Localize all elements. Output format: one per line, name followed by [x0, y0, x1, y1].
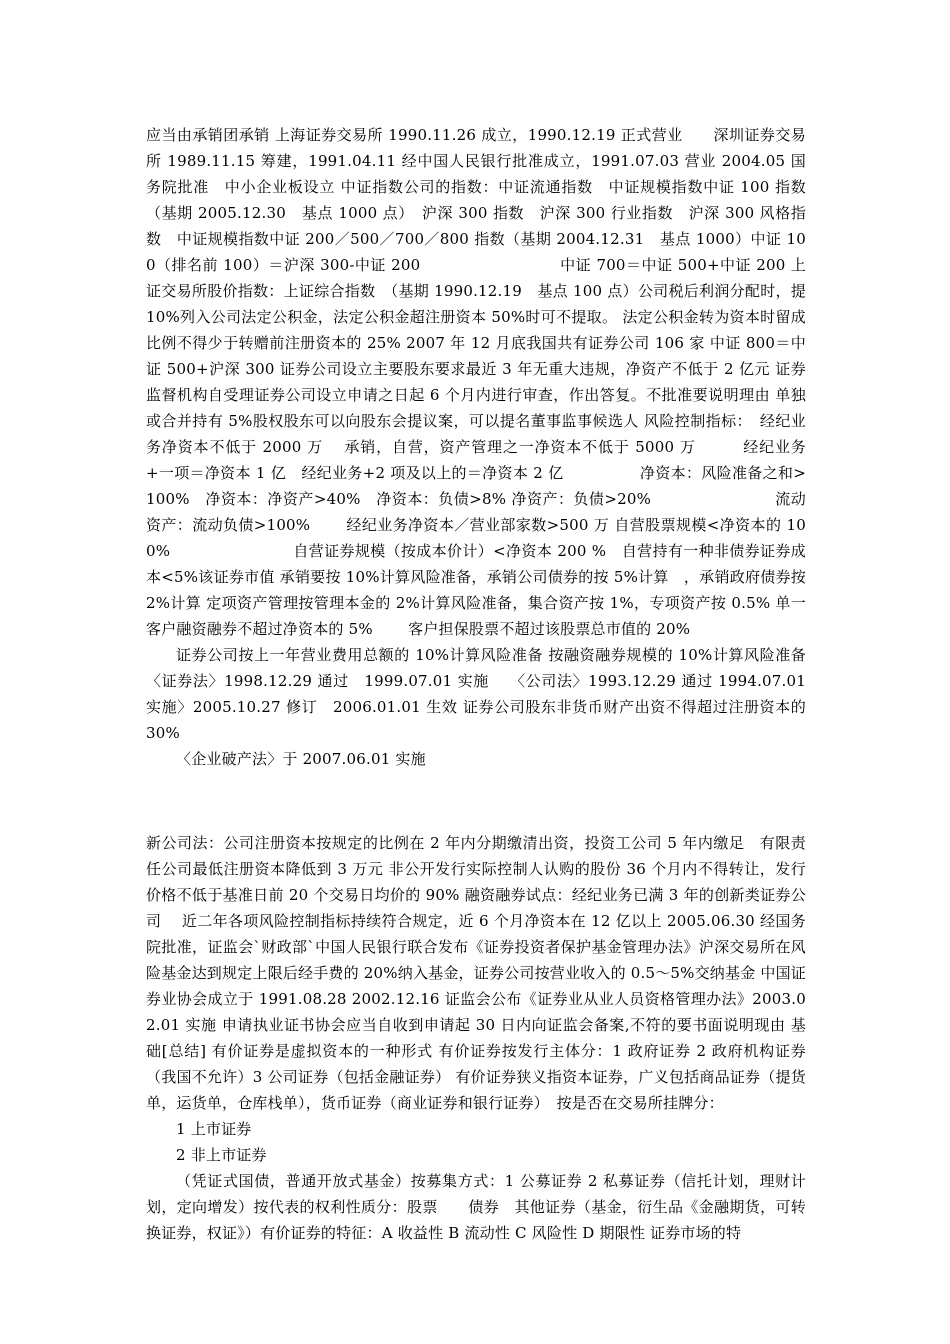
paragraph-exchange-and-risk-control: 应当由承销团承销 上海证券交易所 1990.11.26 成立，1990.12.19 正式营业 深圳证券交易所 1989.11.15 筹建，1991.04.11 经中国人民银行批准成立，1991.07.03 营业 2004.05 国务院批准 中小企业板设立 中证指数公司的指数：中证流通指数 中证规模指数中证 100 指数（基期 2005.12.30 基点 1000 点） 沪深 300 指数 沪深 300 行业指数 沪深 300 风格指数 中证规模指数中证 200／500／700／800 指数（基期 2004.12.31 基点 1000）中证 100（排名前 100）＝沪深 300-中证 200 中证 700＝中证 500+中证 200 上证交易所股价指数：上证综合指数 （基期 1990.12.19 基点 100 点）公司税后利润分配时，提 10%列入公司法定公积金，法定公积金超注册资本 50%时可不提取。 法定公积金转为资本时留成比例不得少于转赠前注册资本的 25% 2007 年 12 月底我国共有证券公司 106 家 中证 800＝中证 500+沪深 300 证券公司设立主要股东要求最近 3 年无重大违规，净资产不低于 2 亿元 证券监督机构自受理证券公司设立申请之日起 6 个月内进行审查，作出答复。不批准要说明理由 单独或合并持有 5%股权股东可以向股东会提议案，可以提名董事监事候选人 风险控制指标： 经纪业务净资本不低于 2000 万 承销，自营，资产管理之一净资本不低于 5000 万 经纪业务+一项＝净资本 1 亿 经纪业务+2 项及以上的＝净资本 2 亿 净资本：风险准备之和>100% 净资本：净资产>40% 净资本：负债>8% 净资产：负债>20% 流动资产：流动负债>100% 经纪业务净资本／营业部家数>500 万 自营股票规模<净资本的 100% 自营证券规模（按成本价计）<净资本 200 % 自营持有一种非债券证券成本<5%该证券市值 承销要按 10%计算风险准备，承销公司债券的按 5%计算 ，承销政府债券按 2%计算 定项资产管理按管理本金的 2%计算风险准备，集合资产按 1%，专项资产按 0.5% 单一客户融资融券不超过净资本的 5% 客户担保股票不超过该股票总市值的 20% — [146, 126, 806, 638]
paragraph-risk-reserve-and-laws: 证券公司按上一年营业费用总额的 10%计算风险准备 按融资融券规模的 10%计算风险准备 〈证券法〉1998.12.29 通过 1999.07.01 实施 〈公司法〉1993.12.29 通过 1994.07.01 实施〉2005.10.27 修订 2006.01.01 生效 证券公司股东非货币财产出资不得超过注册资本的 30% — [146, 646, 806, 742]
document-page — [146, 122, 806, 1246]
paragraph-bankruptcy-law: 〈企业破产法〉于 2007.06.01 实施 — [176, 750, 426, 768]
paragraph-company-law-and-securities: 新公司法：公司注册资本按规定的比例在 2 年内分期缴清出资，投资工公司 5 年内缴足 有限责任公司最低注册资本降低到 3 万元 非公开发行实际控制人认购的股份 36 个月内不得转让，发行价格不低于基准日前 20 个交易日均价的 90% 融资融券试点：经纪业务已满 3 年的创新类证券公司 近二年各项风险控制指标持续符合规定，近 6 个月净资本在 12 亿以上 2005.06.30 经国务院批准，证监会`财政部`中国人民银行联合发布《证券投资者保护基金管理办法》沪深交易所在风险基金达到规定上限后经手费的 20%纳入基金，证券公司按营业收入的 0.5～5%交纳基金 中国证券业协会成立于 1991.08.28 2002.12.16 证监会公布《证券业从业人员资格管理办法》2003.02.01 实施 申请执业证书协会应当自收到申请起 30 日内向证监会备案,不符的要书面说明现由 基础[总结] 有价证券是虚拟资本的一种形式 有价证券按发行主体分：1 政府证券 2 政府机构证券（我国不允许）3 公司证券（包括金融证券） 有价证券狭义指资本证券，广义包括商品证券（提货单，运货单，仓库栈单），货币证券（商业证券和银行证券） 按是否在交易所挂牌分： — [146, 834, 806, 1112]
list-item-listed-securities: 1 上市证券 — [176, 1120, 252, 1138]
section-gap — [146, 772, 806, 830]
paragraph-securities-classification: （凭证式国债，普通开放式基金）按募集方式：1 公募证券 2 私募证券（信托计划，理财计划，定向增发）按代表的权利性质分：股票 债券 其他证券（基金，衍生品《金融期货，可转换证券，权证》）有价证券的特征：A 收益性 B 流动性 C 风险性 D 期限性 证券市场的特 — [146, 1172, 806, 1242]
list-item-unlisted-securities: 2 非上市证券 — [176, 1146, 267, 1164]
